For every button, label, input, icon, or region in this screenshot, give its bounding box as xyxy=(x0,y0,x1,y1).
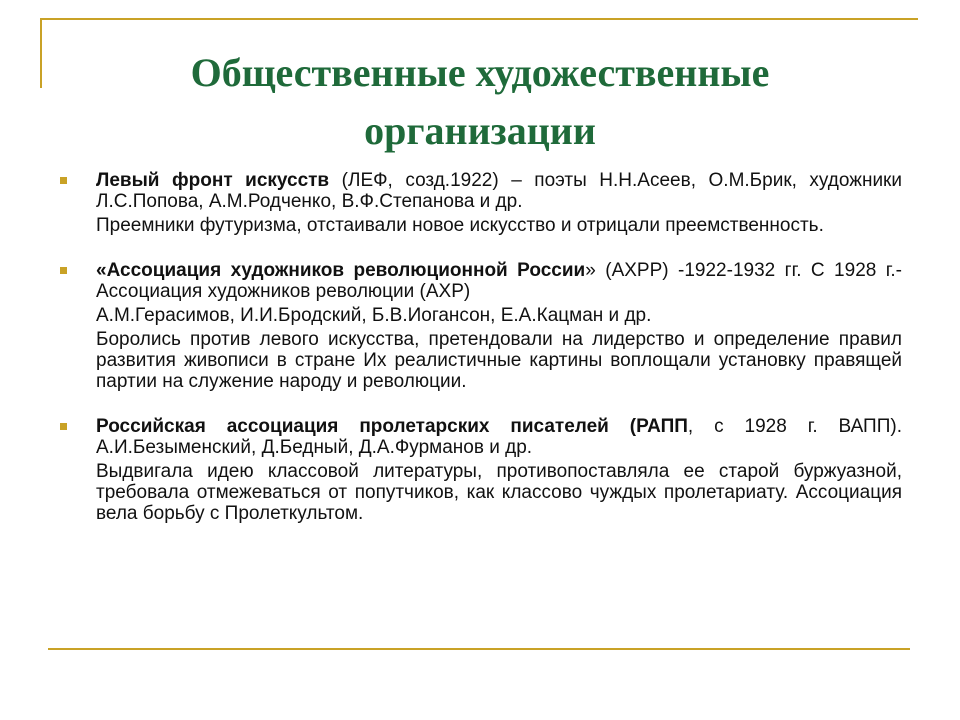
title-line-2: организации xyxy=(364,108,596,153)
bullet-square-icon xyxy=(60,267,67,274)
bullet-rapp-heading: Российская ассоциация пролетарских писателей (РАПП xyxy=(96,416,688,437)
bullet-akhrr-lead-text: » (АХРР) -1922-1932 гг. С 1928 г.- Ассоциация художников революции (АХР) xyxy=(96,260,902,302)
bullet-rapp-lead xyxy=(96,416,902,458)
slide-content xyxy=(60,170,902,527)
top-frame-line xyxy=(40,18,918,20)
bullet-square-icon xyxy=(60,177,67,184)
bullet-akhrr xyxy=(60,260,902,392)
bullet-akhrr-paragraph-names: А.М.Герасимов, И.И.Бродский, Б.В.Иогансон, Е.А.Кацман и др. xyxy=(96,305,652,326)
bullet-rapp-lead-text: , с 1928 г. ВАПП). А.И.Безыменский, Д.Бедный, Д.А.Фурманов и др. xyxy=(96,416,902,458)
slide-title xyxy=(60,44,900,160)
bullet-akhrr-paragraph-description: Боролись против левого искусства, претендовали на лидерство и определение правил развития живописи в стране Их реалистичные картины воплощали установку правящей партии на служение народу и революции. xyxy=(96,329,902,392)
bullet-akhrr-heading: «Ассоциация художников революционной России xyxy=(96,260,586,281)
bullet-lef-lead xyxy=(96,170,902,212)
bullet-lef-lead-text: (ЛЕФ, созд.1922) – поэты Н.Н.Асеев, О.М.Брик, художники Л.С.Попова, А.М.Родченко, В.Ф.Степанова и др. xyxy=(96,170,902,212)
title-line-1: Общественные художественные xyxy=(190,50,770,95)
left-frame-line xyxy=(40,18,42,88)
bullet-lef xyxy=(60,170,902,236)
bottom-frame-line xyxy=(48,648,910,650)
bullet-square-icon xyxy=(60,423,67,430)
bullet-rapp-paragraph: Выдвигала идею классовой литературы, противопоставляла ее старой буржуазной, требовала отмежеваться от попутчиков, как классово чуждых пролетариату. Ассоциация вела борьбу с Пролеткультом. xyxy=(96,461,902,524)
bullet-lef-heading: Левый фронт искусств xyxy=(96,170,330,191)
bullet-akhrr-lead xyxy=(96,260,902,302)
bullet-lef-paragraph: Преемники футуризма, отстаивали новое искусство и отрицали преемственность. xyxy=(96,215,824,236)
bullet-rapp xyxy=(60,416,902,524)
